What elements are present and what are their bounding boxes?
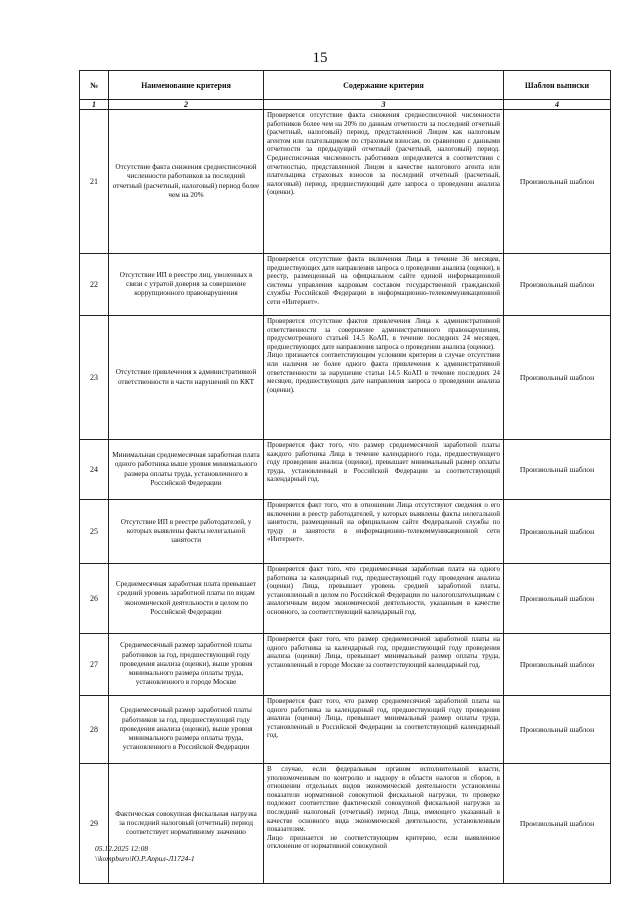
criterion-content: В случае, если федеральным органом исполнительной власти, уполномоченным по контролю и надзору в области налогов и сборов, в отношении отдельных видов экономической деятельности установлены показатели нормативной совокупной фискальной нагрузки, то проверке подлежит соответствие фактической совокупной фискальной нагрузки за последний налоговый (отчетный) период Лица, имеющего указанный в качестве основного вида экономической деятельности, установленным показателям. Лицо признается не соответствующим критерию, если выявленное отклонение от нормативной совокупной bbox=[264, 764, 504, 884]
criterion-name: Среднемесячный размер заработной платы работников за год, предшествующий году проведения анализа (оценки), выше уровня минимального размера оплаты труда, установленного в городе Москве bbox=[109, 634, 264, 696]
criterion-name: Отсутствие факта снижения среднесписочной численности работников за последний отчетный (расчетный, налоговый) период более чем на 20% bbox=[109, 110, 264, 254]
criterion-content: Проверяется факт того, что в отношении Лица отсутствуют сведения о его включении в реестр работодателей, у которых выявлены факты нелегальной занятости, размещенный на официальном сайте Федеральной службы по труду и занятости в информационно-телекоммуникационной сети «Интернет». bbox=[264, 500, 504, 564]
header-num: № bbox=[80, 71, 109, 100]
criterion-content: Проверяется отсутствие факта включения Лица в течение 36 месяцев, предшествующих дате направления запроса о проведении анализа (оценки), в реестр, размещенный на официальном сайте единой информационной системы управления кадровым составом государственной гражданской службы Российской Федерации в информационно-телекоммуникационной сети «Интернет». bbox=[264, 254, 504, 316]
criterion-number: 29 bbox=[80, 764, 109, 884]
criterion-name: Отсутствие ИП в реестре работодателей, у которых выявлены факты нелегальной занятости bbox=[109, 500, 264, 564]
table-header-row bbox=[80, 71, 611, 100]
criterion-template: Произвольный шаблон bbox=[504, 110, 611, 254]
header-name: Наименование критерия bbox=[109, 71, 264, 100]
criterion-number: 26 bbox=[80, 564, 109, 634]
criterion-content: Проверяется факт того, что размер среднемесячной заработной платы на одного работника за календарный год, предшествующий году проведения анализа (оценки) Лица, превышает минимальный размер оплаты труда, установленный в Российской Федерации за соответствующий календарный год. bbox=[264, 696, 504, 764]
footer-timestamp: 05.12.2025 12:08 bbox=[95, 844, 149, 853]
footer-filepath: \\kompburo\Ю.Р.Април-Л1724-1 bbox=[95, 854, 195, 863]
criterion-template: Произвольный шаблон bbox=[504, 254, 611, 316]
criterion-name: Отсутствие привлечения к административной ответственности в части нарушений по ККТ bbox=[109, 316, 264, 440]
criterion-content: Проверяется отсутствие факта снижения среднесписочной численности работников более чем на 20% по данным отчетности за последний отчетный (расчетный, налоговый) период, представленной Лицом как налоговым агентом или плательщиком по страховым взносам, по сравнению с данными отчетности за предыдущий отчетный (расчетный, налоговый) период. Среднесписочная численность работников определяется в соответствии с отчетностью, представленной Лицом в качестве налогового агента или плательщика страховых взносов за последний отчетный (расчетный, налоговый) период, предшествующий дате запроса о проведении анализа (оценки). bbox=[264, 110, 504, 254]
criterion-template: Произвольный шаблон bbox=[504, 440, 611, 500]
column-number: 2 bbox=[109, 100, 264, 110]
page-number: 15 bbox=[312, 50, 328, 66]
criterion-template: Произвольный шаблон bbox=[504, 696, 611, 764]
criterion-template: Произвольный шаблон bbox=[504, 634, 611, 696]
table-row bbox=[80, 110, 611, 254]
criterion-name: Минимальная среднемесячная заработная плата одного работника выше уровня минимального размера оплаты труда, установленного в Российской Федерации bbox=[109, 440, 264, 500]
criterion-name: Фактическая совокупная фискальная нагрузка за последний налоговый (отчетный) период соответствует нормативному значению bbox=[109, 764, 264, 884]
table-row bbox=[80, 440, 611, 500]
criterion-name: Среднемесячный размер заработной платы работников за год, предшествующий году проведения анализа (оценки), выше уровня минимального размера оплаты труда, установленного в Российской Федерации bbox=[109, 696, 264, 764]
criterion-template: Произвольный шаблон bbox=[504, 564, 611, 634]
table-row bbox=[80, 500, 611, 564]
footer bbox=[95, 844, 195, 864]
criterion-number: 24 bbox=[80, 440, 109, 500]
table-row bbox=[80, 254, 611, 316]
criterion-template: Произвольный шаблон bbox=[504, 316, 611, 440]
criterion-number: 21 bbox=[80, 110, 109, 254]
table-row bbox=[80, 764, 611, 884]
header-template: Шаблон выписки bbox=[504, 71, 611, 100]
table-row bbox=[80, 316, 611, 440]
criterion-number: 28 bbox=[80, 696, 109, 764]
column-number-row bbox=[80, 100, 611, 110]
criterion-template: Произвольный шаблон bbox=[504, 764, 611, 884]
criterion-number: 22 bbox=[80, 254, 109, 316]
table-row bbox=[80, 564, 611, 634]
criterion-name: Среднемесячная заработная плата превышает средний уровень заработной платы по видам экономической деятельности в целом по Российской Федерации bbox=[109, 564, 264, 634]
criterion-template: Произвольный шаблон bbox=[504, 500, 611, 564]
criterion-number: 25 bbox=[80, 500, 109, 564]
criteria-table bbox=[79, 70, 611, 884]
criterion-content: Проверяется отсутствие фактов привлечения Лица к административной ответственности за совершение административного правонарушения, предусмотренного статьей 14.5 КоАП, в течение последних 24 месяцев, предшествующих дате направления запроса о проведении анализа (оценки). Лицо признается соответствующим условиям критерия в случае отсутствия или наличия не более одного факта привлечения к административной ответственности за нарушение статьи 14.5 КоАП в течение последних 24 месяцев, предшествующих дате направления запроса о проведении анализа (оценки). bbox=[264, 316, 504, 440]
table-row bbox=[80, 634, 611, 696]
criterion-name: Отсутствие ИП в реестре лиц, уволенных в связи с утратой доверия за совершение коррупционного правонарушения bbox=[109, 254, 264, 316]
criterion-content: Проверяется факт того, что размер среднемесячной заработной платы на одного работника за календарный год, предшествующий году проведения анализа (оценки) Лица, превышает минимальный размер оплаты труда, установленный в городе Москве за соответствующий календарный год. bbox=[264, 634, 504, 696]
criterion-number: 27 bbox=[80, 634, 109, 696]
header-content: Содержание критерия bbox=[264, 71, 504, 100]
criterion-number: 23 bbox=[80, 316, 109, 440]
column-number: 3 bbox=[264, 100, 504, 110]
table-row bbox=[80, 696, 611, 764]
criterion-content: Проверяется факт того, что среднемесячная заработная плата на одного работника за календарный год, предшествующий году проведения анализа (оценки) Лица, превышает уровень средней заработной платы, установленный в целом по Российской Федерации по налогоплательщикам с аналогичным видом экономической деятельности, указанным в качестве основного, за соответствующий календарный год. bbox=[264, 564, 504, 634]
column-number: 4 bbox=[504, 100, 611, 110]
criterion-content: Проверяется факт того, что размер среднемесячной заработной платы каждого работника Лица в течение календарного года, предшествующего году проведения анализа (оценки), превышает минимальный размер оплаты труда, установленный в Российской Федерации за соответствующий календарный год. bbox=[264, 440, 504, 500]
column-number: 1 bbox=[80, 100, 109, 110]
